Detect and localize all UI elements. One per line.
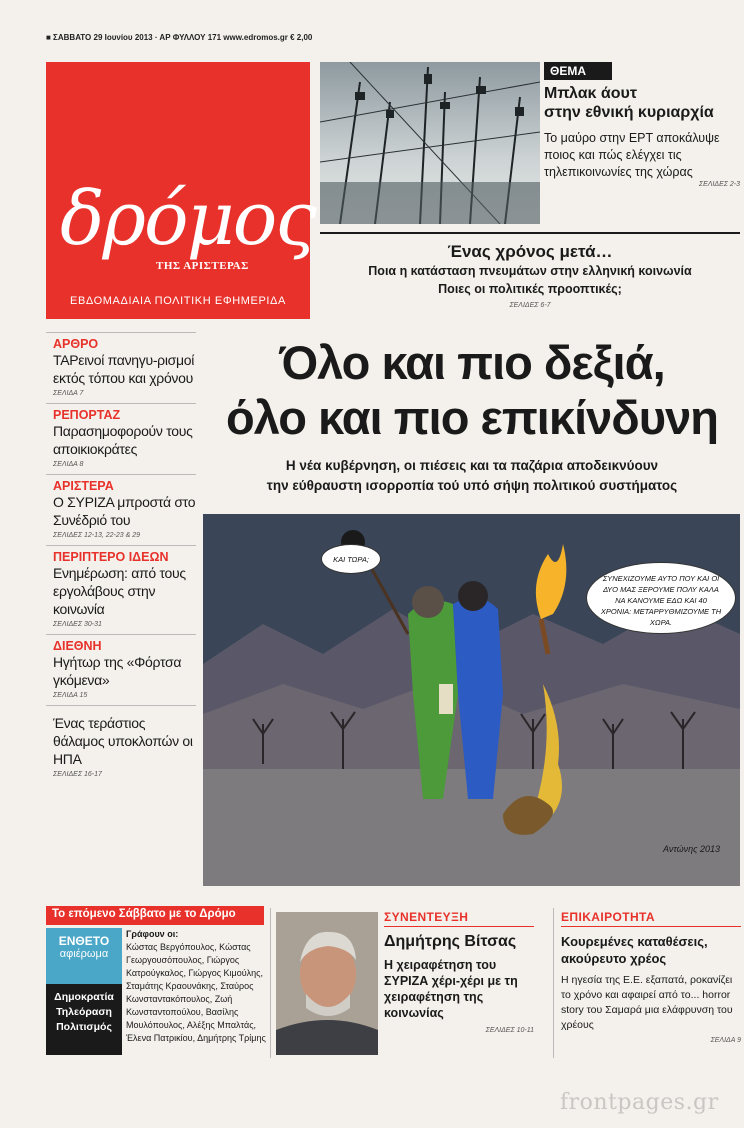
year-after-line-2: Ποιες οι πολιτικές προοπτικές; bbox=[438, 282, 622, 296]
year-after-line-1: Ποια η κατάσταση πνευμάτων στην ελληνική κοινωνία bbox=[368, 264, 692, 278]
divider bbox=[270, 908, 271, 1058]
sidebar-item-international[interactable]: ΔΙΕΘΝΗ Ηγήτωρ της «Φόρτσα γκόμενα» ΣΕΛΙΔΑ 15 bbox=[46, 634, 196, 705]
next-saturday-banner: Το επόμενο Σάββατο με το Δρόμο bbox=[46, 906, 264, 925]
sidebar-item-report[interactable]: ΡΕΠΟΡΤΑΖ Παρασημοφορούν τους αποικιοκράτες ΣΕΛΙΔΑ 8 bbox=[46, 403, 196, 474]
theme-title: Μπλακ άουτ στην εθνική κυριαρχία bbox=[544, 85, 714, 121]
speech-bubble-right: ΣΥΝΕΧΙΖΟΥΜΕ ΑΥΤΟ ΠΟΥ ΚΑΙ ΟΙ ΔΥΟ ΜΑΣ ΞΕΡΟΥΜΕ ΠΟΛΥ ΚΑΛΑ ΝΑ ΚΑΝΟΥΜΕ ΕΔΩ ΚΑΙ 40 ΧΡΟΝΙΑ: ΜΕΤΑΡΡΥΘΜΙΖΟΥΜΕ ΤΗ ΧΩΡΑ. bbox=[586, 562, 736, 634]
speech-bubble-left: ΚΑΙ ΤΩΡΑ; bbox=[321, 544, 381, 574]
theme-body: Το μαύρο στην ΕΡΤ αποκάλυψε ποιος και πώς ελέγχει τις τηλεπικοινωνίες της χώρας bbox=[544, 131, 720, 179]
interview-name: Δημήτρης Βίτσας bbox=[384, 933, 517, 950]
divider bbox=[553, 908, 554, 1058]
sidebar-item-usa[interactable]: Ένας τεράστιος θάλαμος υποκλοπών οι ΗΠΑ ΣΕΛΙΔΕΣ 16-17 bbox=[46, 705, 196, 784]
theme-kicker: ΘΕΜΑ bbox=[544, 62, 612, 80]
interview-portrait-photo bbox=[276, 912, 378, 1055]
current-affairs-article[interactable] bbox=[561, 910, 741, 1044]
year-after-title: Ένας χρόνος μετά… bbox=[447, 242, 613, 261]
issue-info-line: ■ ΣΑΒΒΑΤΟ 29 Ιουνίου 2013 · ΑΡ ΦΥΛΛΟΥ 171 www.edromos.gr € 2,00 bbox=[46, 33, 313, 42]
interview-article[interactable] bbox=[384, 910, 534, 1034]
logo-tagline: ΤΗΣ ΑΡΙΣΤΕΡΑΣ bbox=[156, 260, 249, 272]
current-label: ΕΠΙΚΑΙΡΟΤΗΤΑ bbox=[561, 910, 741, 927]
insert-topics: Δημοκρατία Τηλεόραση Πολιτισμός bbox=[46, 984, 122, 1055]
insert-sublabel: αφιέρωμα bbox=[59, 948, 109, 960]
insert-label: ΕΝΘΕΤΟ bbox=[58, 934, 110, 948]
sidebar-teasers bbox=[46, 332, 196, 784]
watermark: frontpages.gr bbox=[560, 1090, 719, 1115]
sidebar-item-ideas[interactable]: ΠΕΡΙΠΤΕΡΟ ΙΔΕΩΝ Ενημέρωση: από τους εργολάβους στην κοινωνία ΣΕΛΙΔΕΣ 30-31 bbox=[46, 545, 196, 634]
cartoonist-signature: Αντώνης 2013 bbox=[663, 844, 720, 854]
current-pages: ΣΕΛΙΔΑ 9 bbox=[710, 1037, 741, 1044]
interview-body: Η χειραφέτηση του ΣΥΡΙΖΑ χέρι-χέρι με τη χειραφέτηση της κοινωνίας bbox=[384, 958, 518, 1020]
interview-label: ΣΥΝΕΝΤΕΥΞΗ bbox=[384, 910, 534, 927]
interview-pages: ΣΕΛΙΔΕΣ 10-11 bbox=[485, 1027, 534, 1034]
main-headline[interactable]: Όλο και πιο δεξιά, όλο και πιο επικίνδυνη bbox=[226, 336, 718, 444]
newspaper-logo: δρόμος bbox=[60, 176, 315, 262]
theme-pages: ΣΕΛΙΔΕΣ 2-3 bbox=[698, 181, 740, 188]
current-title: Κουρεμένες καταθέσεις, ακούρευτο χρέος bbox=[561, 934, 708, 966]
political-cartoon bbox=[203, 514, 740, 886]
year-after-article[interactable] bbox=[320, 232, 740, 320]
antennas-photo bbox=[320, 62, 540, 224]
theme-article[interactable] bbox=[544, 62, 740, 224]
insert-writers: Γράφουν οι: Κώστας Βεργόπουλος, Κώστας Γεωργουσόπουλος, Γιώργος Κατρούγκαλος, Γιώργος Κιμούλης, Σταμάτης Κραουνάκης, Σταύρος Κωνσταντακόπουλος, Ζωή Κωνσταντοπούλου, Βασίλης Μουλόπουλος, Αλέξης Μπαλτάς, Έλενα Πατρικίου, Δημήτρης Τρίμης bbox=[126, 929, 266, 1043]
masthead bbox=[46, 62, 315, 319]
sidebar-item-article[interactable]: ΑΡΘΡΟ ΤΑΡεινοί πανηγυ-ρισμοί εκτός τόπου και χρόνου ΣΕΛΙΔΑ 7 bbox=[46, 332, 196, 403]
insert-promo[interactable] bbox=[46, 928, 122, 1055]
masthead-subtitle: ΕΒΔΟΜΑΔΙΑΙΑ ΠΟΛΙΤΙΚΗ ΕΦΗΜΕΡΙΔΑ bbox=[70, 295, 286, 307]
main-deck: Η νέα κυβέρνηση, οι πιέσεις και τα παζάρια αποδεικνύουν την εύθραυστη ισορροπία τού υπό σήψη πολιτικού συστήματος bbox=[266, 458, 678, 493]
current-body: Η ηγεσία της Ε.Ε. εξαπατά, ροκανίζει το χρόνο και αφαιρεί από το... horror story του Σαμαρά μια ελάφρυνση του χρέους bbox=[561, 974, 733, 1031]
year-after-pages: ΣΕΛΙΔΕΣ 6-7 bbox=[509, 302, 551, 309]
sidebar-item-left[interactable]: ΑΡΙΣΤΕΡΑ Ο ΣΥΡΙΖΑ μπροστά στο Συνέδριό του ΣΕΛΙΔΕΣ 12-13, 22-23 & 29 bbox=[46, 474, 196, 545]
